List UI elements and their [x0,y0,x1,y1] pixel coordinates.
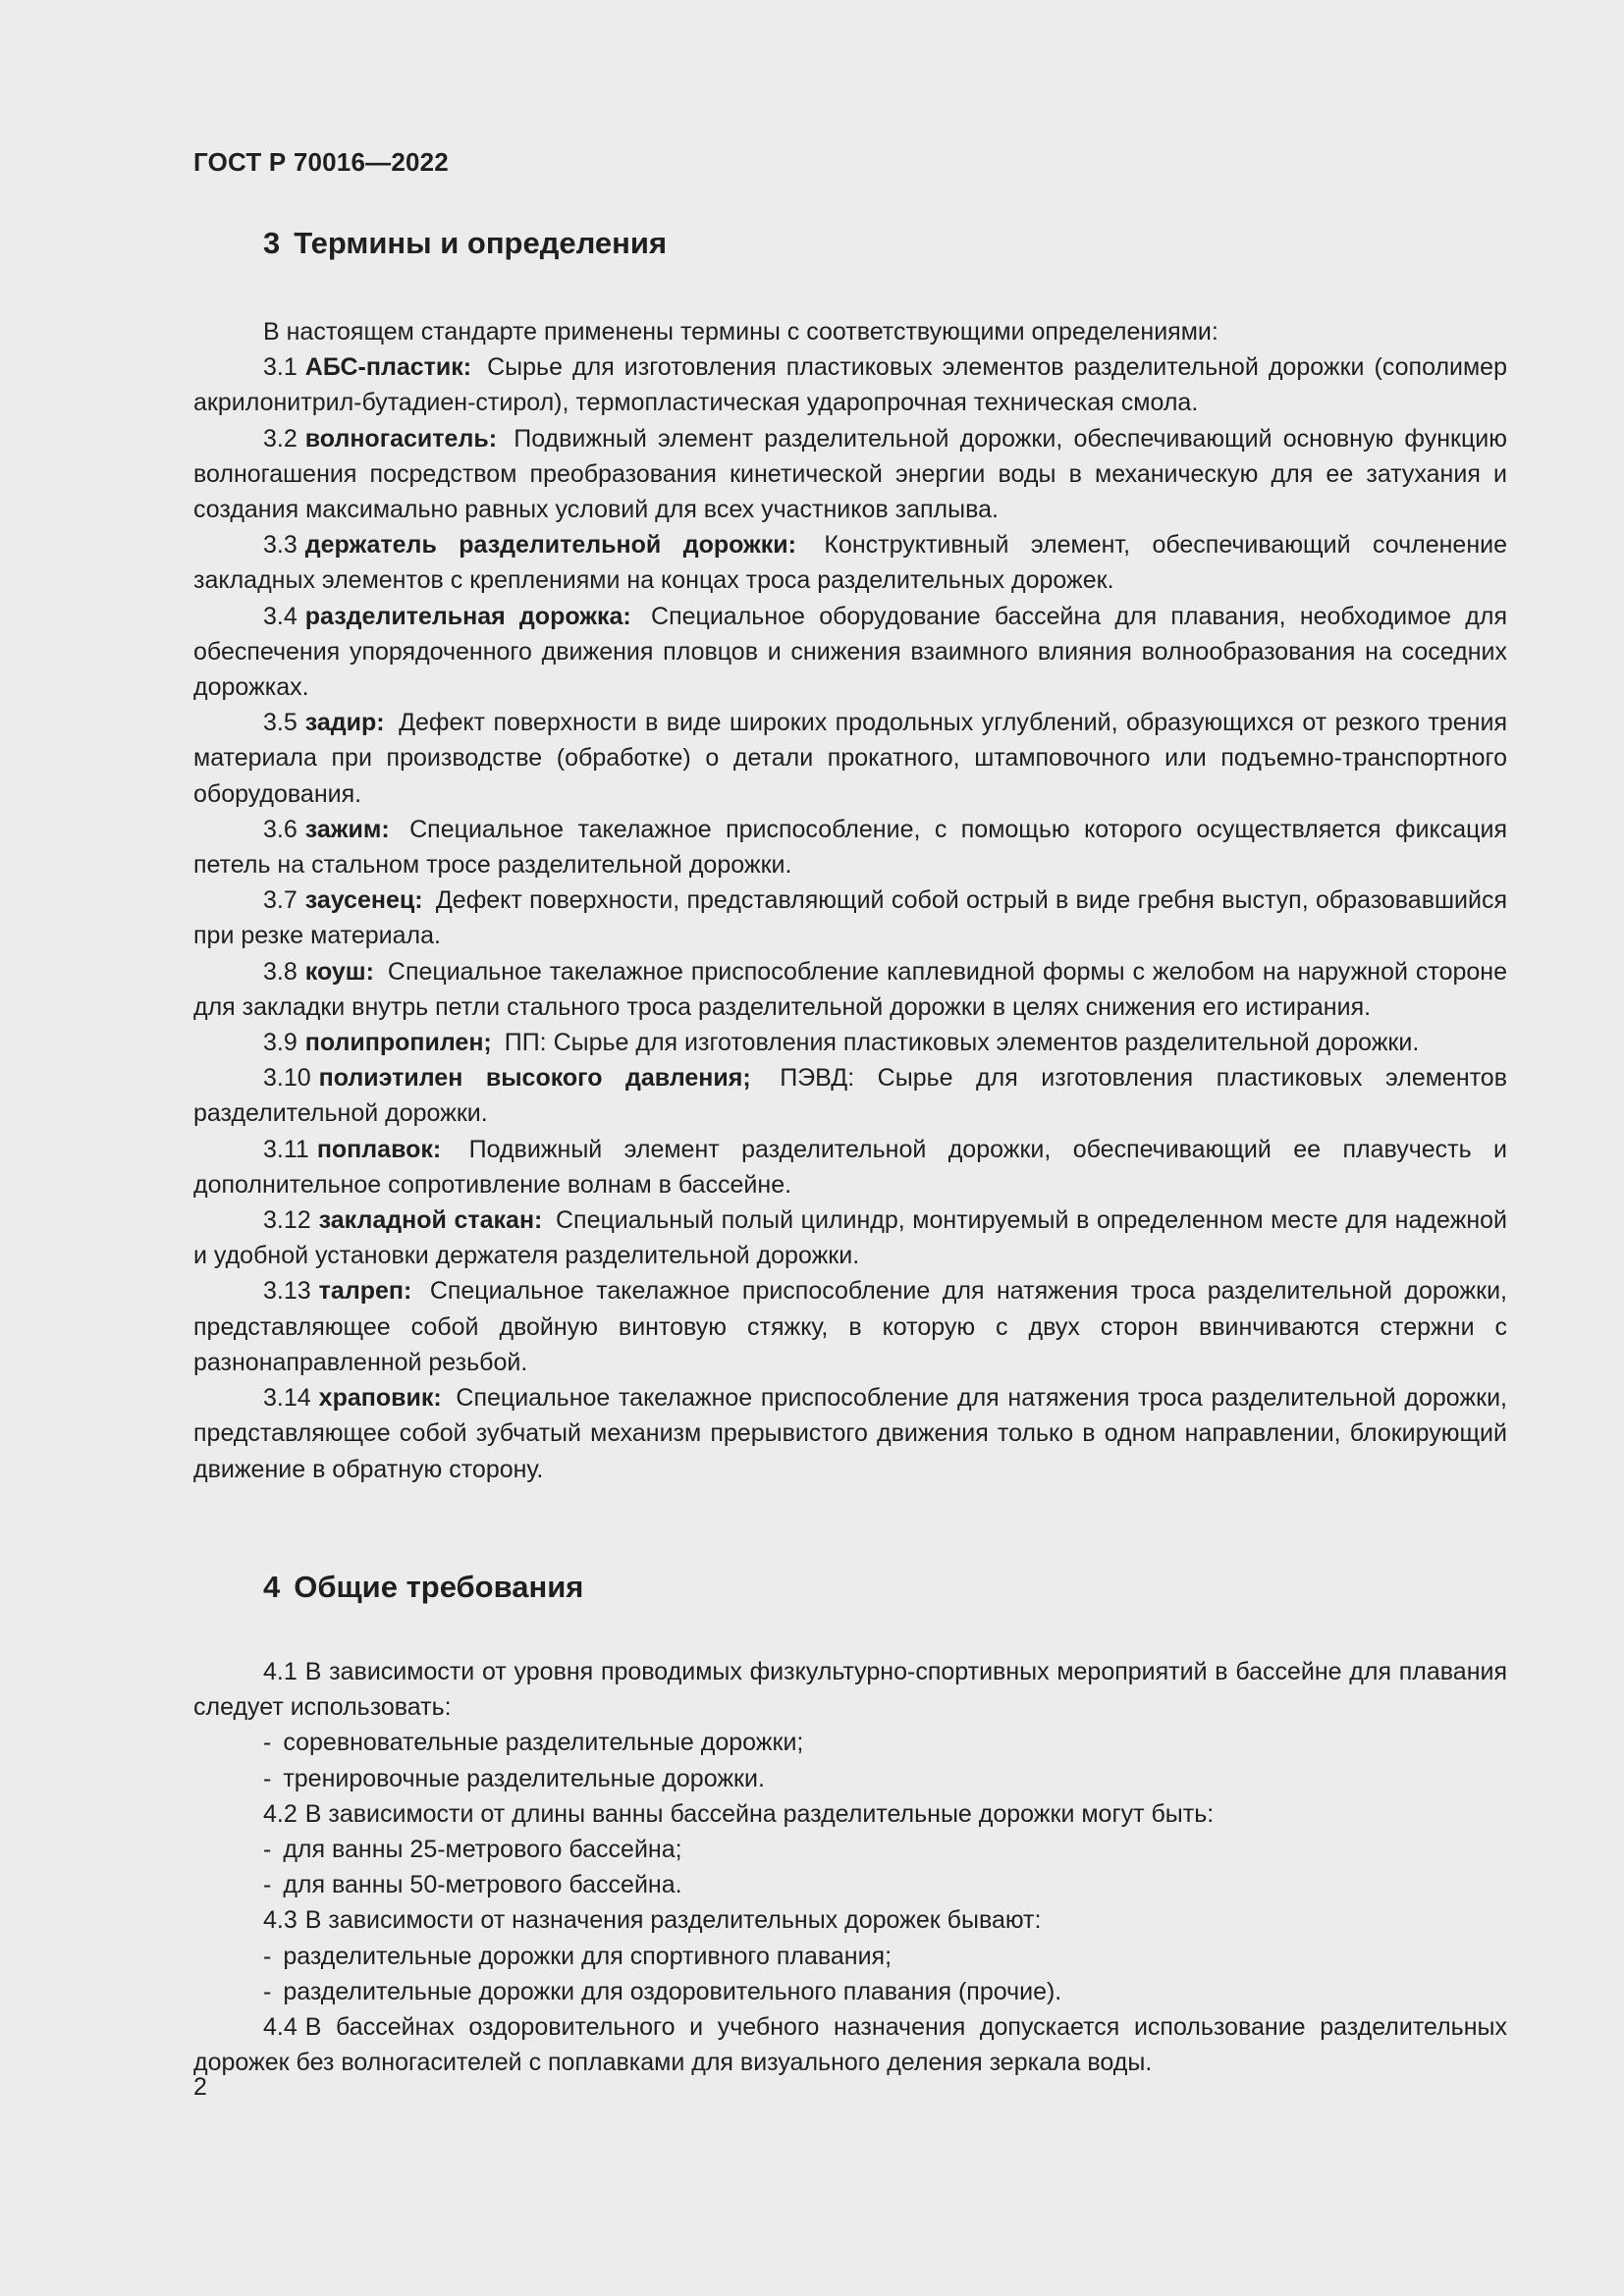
term-abbreviation: ПЭВД: [780,1064,855,1093]
requirement-paragraph [193,2009,1507,2080]
term-definition: Специальное оборудование бассейна для плавания, необходимое для обеспечения упорядоченного движения пловцов и снижения взаимного влияния волнообразования на соседних дорожках. [193,602,1508,702]
list-item [193,1867,1507,1902]
list-dash: - [263,1836,272,1864]
clause-text: В бассейнах оздоровительного и учебного назначения допускается использование разделительных дорожек без волногасителей с поплавками для визуального деления зеркала воды. [193,2013,1507,2077]
term-name: закладной стакан: [318,1206,543,1235]
term-name: АБС-пластик: [304,353,472,382]
requirement-paragraph [193,1796,1507,1832]
term-entry [193,1132,1507,1202]
clause-number: 4.2 [263,1799,298,1828]
term-number: 3.14 [263,1384,311,1413]
document-header: ГОСТ Р 70016—2022 [193,147,449,177]
term-name: коуш: [304,957,374,986]
list-item [193,1725,1507,1760]
term-definition: Сырье для изготовления пластиковых элементов разделительной дорожки (сополимер акрилонитрил-бутадиен-стирол), термопластическая ударопрочная техническая смола. [193,353,1507,417]
term-definition: Специальный полый цилиндр, монтируемый в определенном месте для надежной и удобной установки держателя разделительной дорожки. [193,1206,1507,1270]
term-definition: Сырье для изготовления пластиковых элементов разделительной дорожки. [193,1064,1507,1128]
term-number: 3.12 [263,1206,311,1235]
section-title [193,1568,1507,1607]
term-number: 3.10 [263,1064,311,1093]
term-number: 3.5 [263,709,298,737]
term-name: заусенец: [304,886,423,915]
term-definition: Конструктивный элемент, обеспечивающий сочленение закладных элементов с креплениями на концах троса разделительных дорожек. [193,531,1507,595]
list-item-text: соревновательные разделительные дорожки; [283,1729,804,1757]
intro-paragraph: В настоящем стандарте применены термины с соответствующими определениями: [263,318,1218,346]
term-definition: Подвижный элемент разделительной дорожки, обеспечивающий основную функцию волногашения посредством преобразования кинетической энергии воды в механическую для ее затухания и создания максимально равных условий для всех участников заплыва. [193,424,1507,524]
requirement-paragraph [193,1902,1507,1938]
list-item-text: тренировочные разделительные дорожки. [283,1764,765,1792]
list-item [193,1832,1507,1867]
list-dash: - [263,1764,272,1792]
term-number: 3.3 [263,531,298,560]
term-name: держатель разделительной дорожки: [304,531,796,560]
list-item-text: для ванны 25-метрового бассейна; [283,1836,682,1864]
term-name: храповик: [318,1384,442,1413]
term-entry [193,1025,1507,1060]
requirement-paragraph [193,1654,1507,1725]
term-name: поплавок: [316,1135,442,1163]
term-definition: Дефект поверхности, представляющий собой острый в виде гребня выступ, образовавшийся при резке материала. [193,886,1508,950]
list-dash: - [263,1871,272,1899]
term-definition: Специальное такелажное приспособление каплевидной формы с желобом на наружной стороне для закладки внутрь петли стального троса разделительной дорожки в целях снижения его истирания. [193,957,1507,1021]
clause-number: 4.1 [263,1658,298,1685]
list-item-text: разделительные дорожки для оздоровительного плавания (прочие). [283,1977,1062,2005]
term-name: разделительная дорожка: [304,602,631,630]
term-name: волногаситель: [304,424,498,453]
list-dash: - [263,1942,272,1970]
term-name: зажим: [304,815,390,843]
term-number: 3.9 [263,1029,298,1057]
term-entry [193,812,1507,882]
term-entry [193,1202,1507,1273]
term-entry [193,1380,1507,1487]
section-terms [193,224,1507,1487]
clause-number: 4.3 [263,1906,298,1935]
term-entry [193,954,1507,1025]
list-item [193,1939,1507,1974]
term-entry [193,599,1507,706]
section-number: 3 [263,226,281,260]
term-definition: Специальное такелажное приспособление для натяжения троса разделительной дорожки, представляющее собой зубчатый механизм прерывистого движения только в одном направлении, блокирующий движение в обратную сторону. [193,1384,1507,1483]
section-number: 4 [263,1570,281,1604]
term-number: 3.2 [263,424,298,453]
term-number: 3.7 [263,886,298,915]
section-body [193,314,1507,1487]
term-entry [193,705,1507,812]
term-name: талреп: [318,1277,412,1306]
clause-text: В зависимости от длины ванны бассейна разделительные дорожки могут быть: [304,1799,1215,1828]
section-title [193,224,1507,263]
term-entry [193,882,1507,953]
term-definition: Подвижный элемент разделительной дорожки, обеспечивающий ее плавучесть и дополнительное сопротивление волнам в бассейне. [193,1135,1507,1199]
term-entry [193,349,1507,420]
term-definition: Специальное такелажное приспособление для натяжения троса разделительной дорожки, представляющее собой двойную винтовую стяжку, в которую с двух сторон ввинчиваются стержни с разнонаправленной резьбой. [193,1277,1507,1376]
term-number: 3.13 [263,1277,311,1306]
list-item-text: для ванны 50-метрового бассейна. [283,1871,682,1899]
term-number: 3.6 [263,815,298,843]
clause-text: В зависимости от назначения разделительных дорожек бывают: [304,1906,1042,1935]
page-number: 2 [193,2073,207,2101]
section-body [193,1654,1507,2080]
list-item [193,1974,1507,2009]
clause-text: В зависимости от уровня проводимых физкультурно-спортивных мероприятий в бассейне для плавания следует использовать: [193,1658,1507,1722]
term-entry [193,421,1507,528]
list-item [193,1761,1507,1796]
section-general-requirements [193,1568,1507,2080]
term-definition: Сырье для изготовления пластиковых элементов разделительной дорожки. [553,1029,1420,1057]
term-entry [193,1060,1507,1131]
term-number: 3.11 [263,1135,309,1163]
term-definition: Дефект поверхности в виде широких продольных углублений, образующихся от резкого трения материала при производстве (обработке) о детали прокатного, штамповочного или подъемно-транспортного оборудования. [193,709,1507,808]
term-name: полиэтилен высокого давления; [318,1064,751,1093]
term-number: 3.1 [263,353,298,382]
list-dash: - [263,1729,272,1757]
term-number: 3.4 [263,602,298,630]
list-dash: - [263,1977,272,2005]
section-title-text: Термины и определения [294,226,668,260]
list-item-text: разделительные дорожки для спортивного плавания; [283,1942,893,1970]
term-definition: Специальное такелажное приспособление, с помощью которого осуществляется фиксация петель на стальном тросе разделительной дорожки. [193,815,1507,880]
term-number: 3.8 [263,957,298,986]
term-entry [193,1273,1507,1380]
term-entry [193,527,1507,598]
term-name: задир: [304,709,385,737]
section-title-text: Общие требования [294,1570,584,1604]
term-name: полипропилен; [304,1029,492,1057]
clause-number: 4.4 [263,2013,298,2042]
term-abbreviation: ПП: [504,1029,547,1057]
